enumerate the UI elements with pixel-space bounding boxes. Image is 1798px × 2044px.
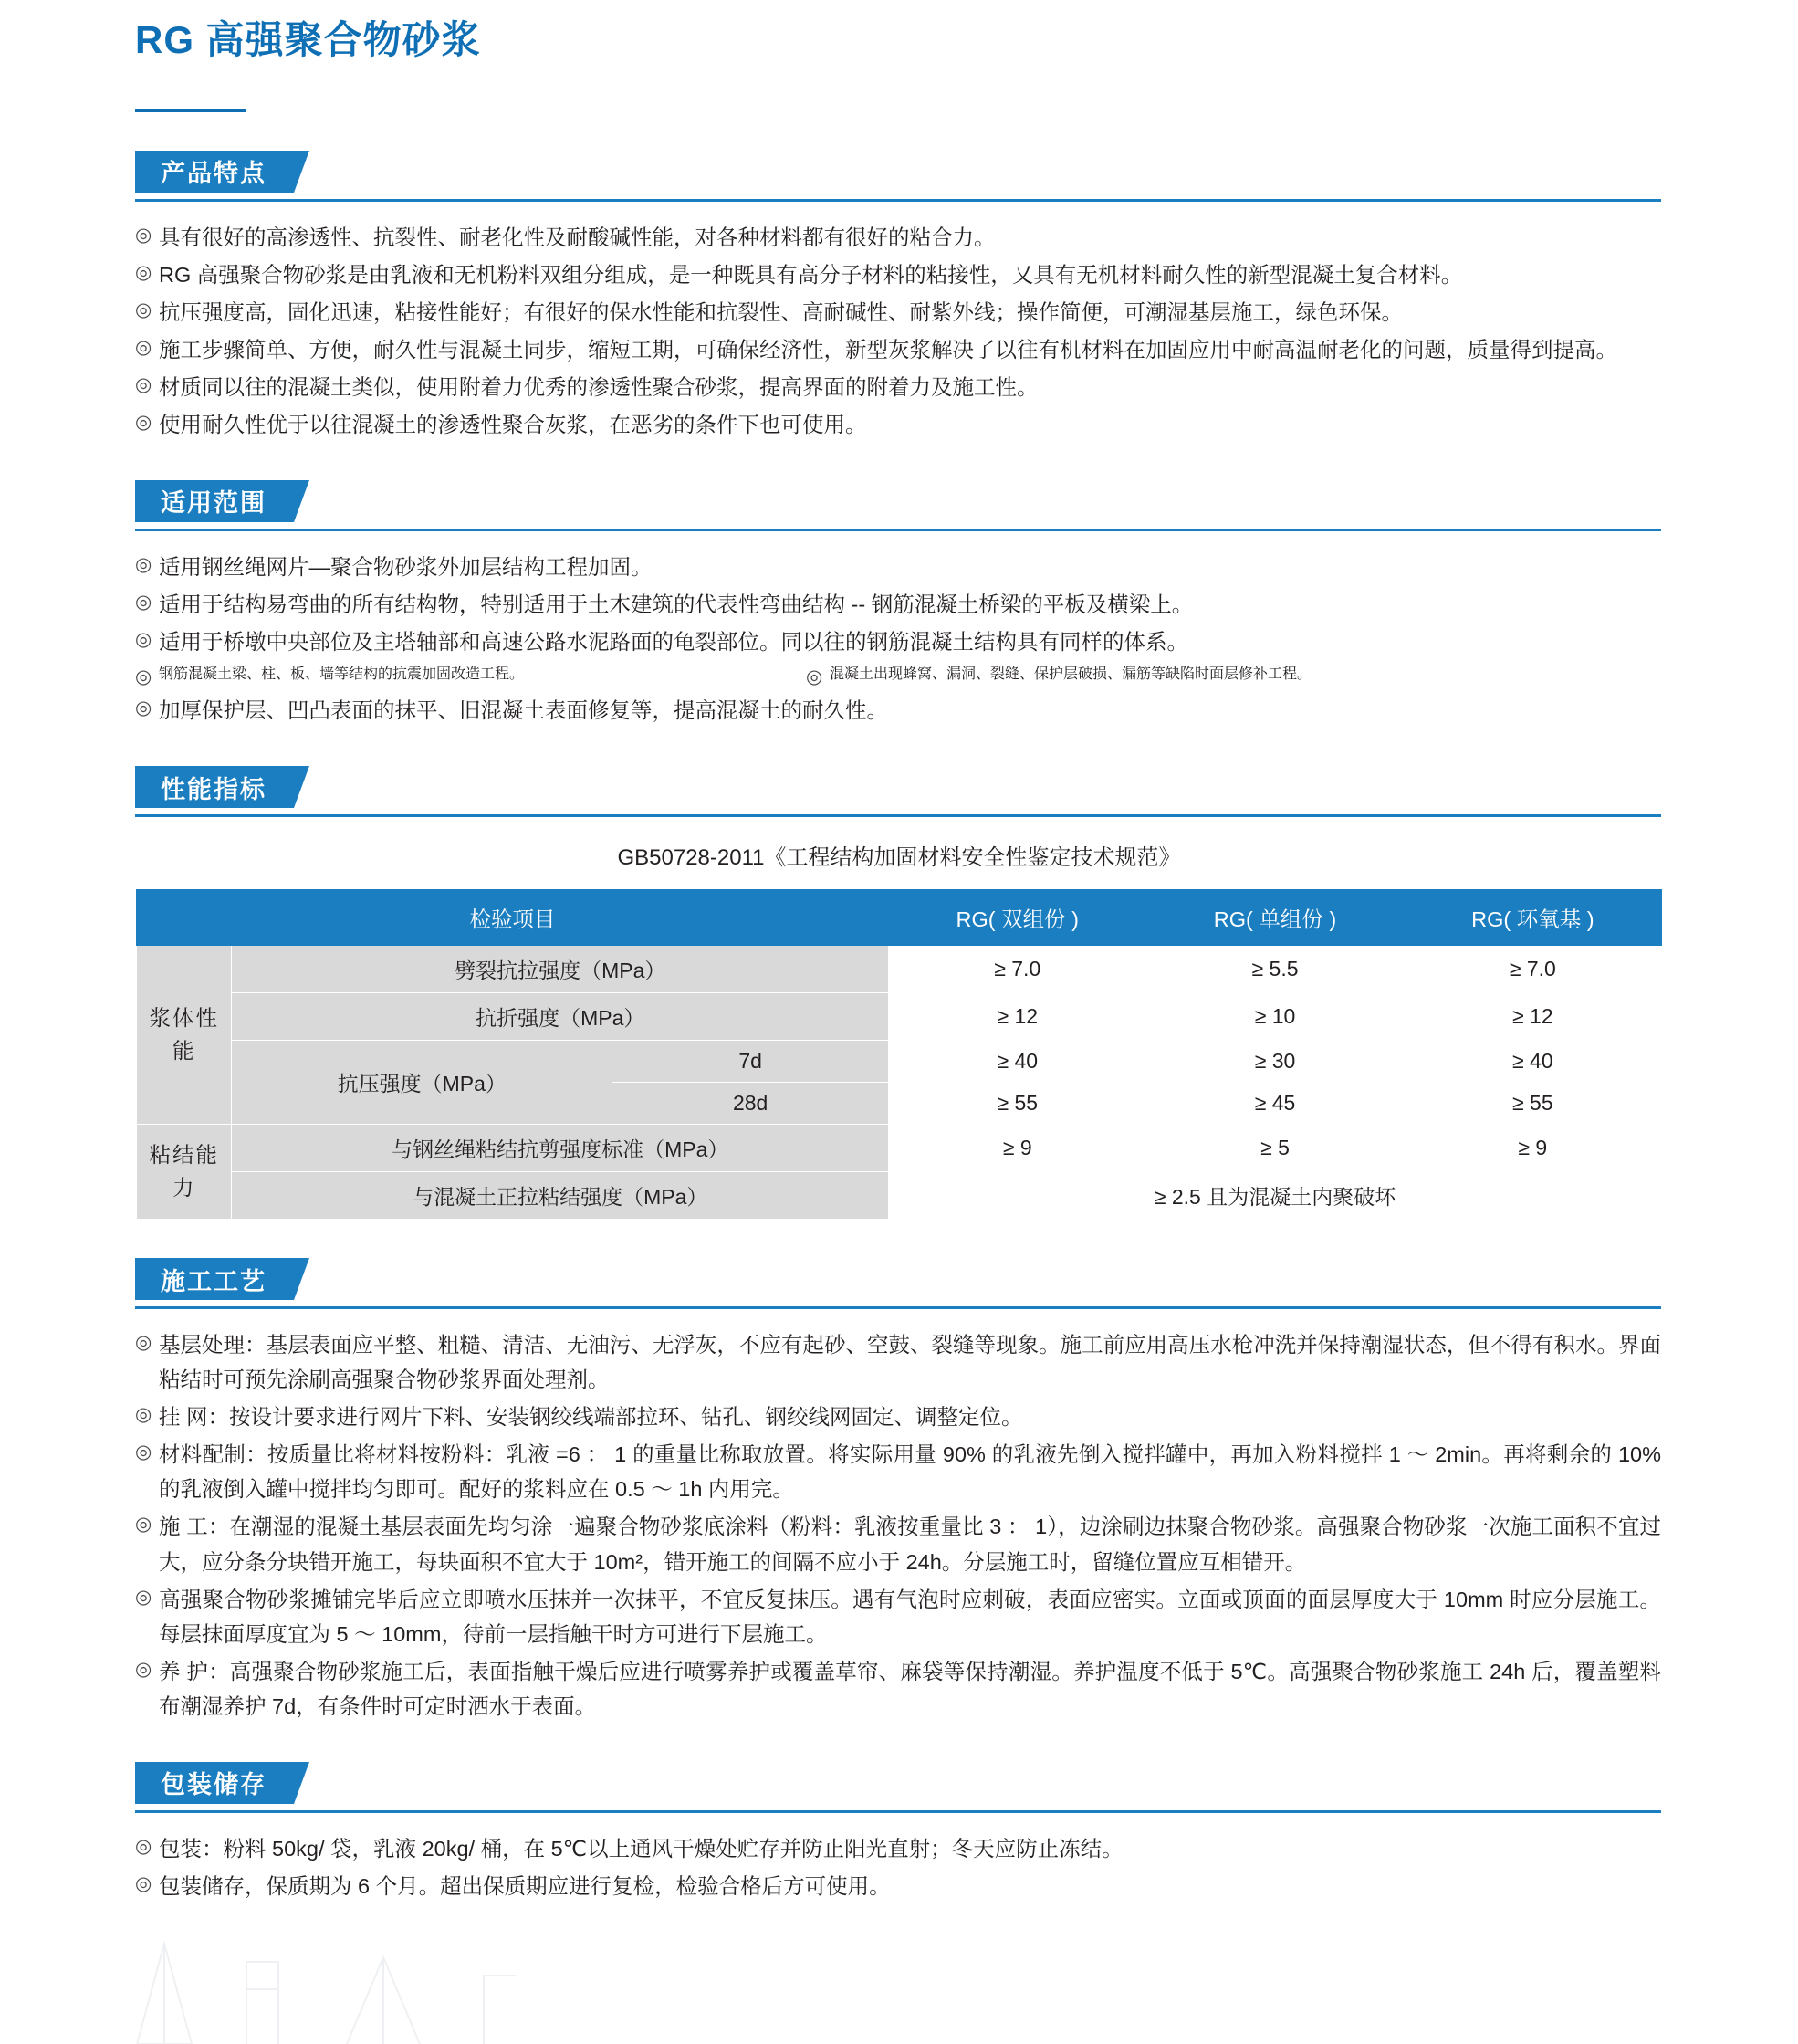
section-title-features: 产品特点 bbox=[161, 160, 267, 187]
page-title: RG 高强聚合物砂浆 bbox=[135, 18, 481, 61]
list-item bbox=[135, 1582, 1661, 1651]
bullet-icon: ◎ bbox=[135, 591, 152, 613]
list-item bbox=[806, 662, 1661, 693]
list-item bbox=[135, 1399, 1661, 1434]
section-header-bar bbox=[135, 1258, 294, 1300]
features-list bbox=[135, 220, 1661, 442]
list-item bbox=[135, 1654, 1661, 1724]
list-item bbox=[135, 1509, 1661, 1578]
cell-value: ≥ 40 bbox=[889, 1041, 1146, 1083]
list-item-text: 适用钢丝绳网片—聚合物砂浆外加层结构工程加固。 bbox=[159, 554, 653, 579]
cell-value: ≥ 12 bbox=[1404, 993, 1661, 1041]
list-item-text: 施工步骤简单、方便，耐久性与混凝土同步，缩短工期，可确保经济性，新型灰浆解决了以往有机材料在加固应用中耐高温耐老化的问题，质量得到提高。 bbox=[159, 337, 1617, 362]
section-header-rule bbox=[135, 1306, 1661, 1309]
cell-value: ≥ 9 bbox=[1404, 1125, 1661, 1172]
bullet-icon: ◎ bbox=[135, 411, 152, 433]
list-item-text: 适用于桥墩中央部位及主塔轴部和高速公路水泥路面的龟裂部位。同以往的钢筋混凝土结构具有同样的体系。 bbox=[159, 630, 1188, 654]
row-label: 与钢丝绳粘结抗剪强度标准（MPa） bbox=[232, 1125, 889, 1172]
section-header-features bbox=[135, 151, 1661, 193]
watermark-graphic bbox=[110, 1907, 566, 2044]
list-item bbox=[135, 693, 1661, 728]
table-row bbox=[137, 1125, 1662, 1172]
bullet-icon: ◎ bbox=[135, 1441, 152, 1463]
list-item bbox=[135, 550, 1661, 584]
table-col-rg-epoxy: RG( 环氧基 ) bbox=[1404, 890, 1661, 946]
scope-list bbox=[135, 550, 1661, 728]
list-item bbox=[135, 1869, 1661, 1903]
cell-value: ≥ 55 bbox=[1404, 1083, 1661, 1125]
section-header-packaging bbox=[135, 1762, 1661, 1804]
title-block bbox=[135, 16, 1798, 112]
list-item bbox=[135, 407, 1661, 442]
row-group-paste-performance: 浆体性能 bbox=[137, 946, 232, 1125]
bullet-icon: ◎ bbox=[135, 1332, 152, 1354]
section-header-bar bbox=[135, 480, 294, 522]
bullet-icon: ◎ bbox=[135, 697, 152, 719]
section-header-rule bbox=[135, 814, 1661, 817]
cell-value-merged: ≥ 2.5 且为混凝土内聚破坏 bbox=[889, 1172, 1662, 1220]
bullet-icon: ◎ bbox=[135, 373, 152, 395]
list-item bbox=[135, 257, 1661, 292]
row-group-bond-capacity: 粘结能力 bbox=[137, 1125, 232, 1220]
list-item bbox=[135, 332, 1661, 367]
document-page bbox=[0, 16, 1798, 2044]
cell-value: ≥ 55 bbox=[889, 1083, 1146, 1125]
list-item-text: 基层处理：基层表面应平整、粗糙、清洁、无油污、无浮灰，不应有起砂、空鼓、裂缝等现象。施工前应用高压水枪冲洗并保持潮湿状态，但不得有积水。界面粘结时可预先涂刷高强聚合物砂浆界面处理剂。 bbox=[159, 1333, 1661, 1392]
list-item-text: 养 护：高强聚合物砂浆施工后，表面指触干燥后应进行喷雾养护或覆盖草帘、麻袋等保持潮湿。养护温度不低于 5℃。高强聚合物砂浆施工 24h 后，覆盖塑料布潮湿养护 7d，有条件时可定时洒水于表面。 bbox=[159, 1659, 1661, 1718]
bullet-icon: ◎ bbox=[135, 1404, 152, 1426]
row-sub-label: 28d bbox=[612, 1083, 889, 1125]
list-item bbox=[135, 624, 1661, 659]
section-header-bar bbox=[135, 766, 294, 808]
table-header-row bbox=[137, 890, 1662, 946]
list-item-text: 挂 网：按设计要求进行网片下料、安装钢绞线端部拉环、钻孔、钢绞线网固定、调整定位。 bbox=[159, 1405, 1023, 1430]
section-header-bar bbox=[135, 1762, 294, 1804]
section-title-performance: 性能指标 bbox=[161, 775, 267, 803]
section-header-performance bbox=[135, 766, 1661, 808]
section-performance bbox=[0, 766, 1798, 1220]
list-item-text: 材料配制：按质量比将材料按粉料：乳液 =6 ： 1 的重量比称取放置。将实际用量 90% 的乳液先倒入搅拌罐中，再加入粉料搅拌 1 ～ 2min。再将剩余的 10% 的乳液倒入罐中搅拌均匀即可。配好的浆料应在 0.5 ～ 1h 内用完。 bbox=[159, 1442, 1661, 1502]
table-row bbox=[137, 993, 1662, 1041]
section-process bbox=[0, 1258, 1798, 1724]
list-item-text: 材质同以往的混凝土类似，使用附着力优秀的渗透性聚合砂浆，提高界面的附着力及施工性。 bbox=[159, 374, 1039, 399]
bullet-icon: ◎ bbox=[135, 553, 152, 575]
list-item-text: 使用耐久性优于以往混凝土的渗透性聚合灰浆，在恶劣的条件下也可使用。 bbox=[159, 412, 867, 436]
title-underline bbox=[135, 109, 246, 112]
row-label: 与混凝土正拉粘结强度（MPa） bbox=[232, 1172, 889, 1220]
section-title-process: 施工工艺 bbox=[161, 1267, 267, 1295]
bullet-icon: ◎ bbox=[135, 1872, 152, 1894]
list-item-text: 钢筋混凝土梁、柱、板、墙等结构的抗震加固改造工程。 bbox=[159, 666, 525, 683]
section-title-scope: 适用范围 bbox=[161, 489, 267, 518]
list-item-text: 混凝土出现蜂窝、漏洞、裂缝、保护层破损、漏筋等缺陷时面层修补工程。 bbox=[830, 666, 1312, 683]
process-list bbox=[135, 1327, 1661, 1724]
table-caption: GB50728-2011《工程结构加固材料安全性鉴定技术规范》 bbox=[617, 845, 1181, 871]
table-row bbox=[137, 1041, 1662, 1083]
list-item bbox=[135, 587, 1661, 622]
row-label: 抗折强度（MPa） bbox=[232, 993, 889, 1041]
list-item-text: RG 高强聚合物砂浆是由乳液和无机粉料双组分组成，是一种既具有高分子材料的粘接性，又具有无机材料耐久性的新型混凝土复合材料。 bbox=[159, 262, 1463, 287]
cell-value: ≥ 7.0 bbox=[1404, 946, 1661, 993]
section-header-bar bbox=[135, 151, 294, 193]
list-item-text: 抗压强度高，固化迅速，粘接性能好；有很好的保水性能和抗裂性、高耐碱性、耐紫外线；操作简便，可潮湿基层施工，绿色环保。 bbox=[159, 299, 1403, 324]
section-header-rule bbox=[135, 1810, 1661, 1813]
bullet-icon: ◎ bbox=[135, 1514, 152, 1536]
bullet-icon: ◎ bbox=[135, 1835, 152, 1857]
row-sub-label: 7d bbox=[612, 1041, 889, 1083]
cell-value: ≥ 45 bbox=[1146, 1083, 1404, 1125]
cell-value: ≥ 5.5 bbox=[1146, 946, 1404, 993]
table-col-rg-dual: RG( 双组份 ) bbox=[889, 890, 1146, 946]
bullet-icon: ◎ bbox=[135, 666, 152, 688]
bullet-icon: ◎ bbox=[135, 1586, 152, 1608]
scope-pair-row bbox=[135, 662, 1661, 693]
table-row bbox=[137, 946, 1662, 993]
list-item-text: 具有很好的高渗透性、抗裂性、耐老化性及耐酸碱性能，对各种材料都有很好的粘合力。 bbox=[159, 225, 996, 249]
list-item-text: 包装储存，保质期为 6 个月。超出保质期应进行复检，检验合格后方可使用。 bbox=[159, 1873, 891, 1898]
list-item bbox=[135, 1437, 1661, 1506]
row-label: 抗压强度（MPa） bbox=[232, 1041, 612, 1125]
list-item bbox=[135, 295, 1661, 330]
packaging-list bbox=[135, 1831, 1661, 1903]
list-item bbox=[135, 370, 1661, 404]
section-header-process bbox=[135, 1258, 1661, 1300]
bullet-icon: ◎ bbox=[135, 1658, 152, 1680]
section-header-scope bbox=[135, 480, 1661, 522]
section-packaging bbox=[0, 1762, 1798, 1903]
section-title-packaging: 包装储存 bbox=[161, 1771, 267, 1799]
cell-value: ≥ 30 bbox=[1146, 1041, 1404, 1083]
list-item bbox=[135, 1831, 1661, 1866]
cell-value: ≥ 40 bbox=[1404, 1041, 1661, 1083]
list-item-text: 包装：粉料 50kg/ 袋，乳液 20kg/ 桶，在 5℃以上通风干燥处贮存并防止阳光直射；冬天应防止冻结。 bbox=[159, 1836, 1124, 1861]
list-item-text: 加厚保护层、凹凸表面的抹平、旧混凝土表面修复等，提高混凝土的耐久性。 bbox=[159, 698, 888, 723]
performance-table bbox=[136, 889, 1662, 1220]
list-item bbox=[135, 220, 1661, 255]
list-item-text: 适用于结构易弯曲的所有结构物，特别适用于土木建筑的代表性弯曲结构 -- 钢筋混凝土桥梁的平板及横梁上。 bbox=[159, 592, 1194, 616]
bullet-icon: ◎ bbox=[135, 224, 152, 246]
bullet-icon: ◎ bbox=[135, 629, 152, 650]
section-header-rule bbox=[135, 199, 1661, 202]
list-item-text: 施 工：在潮湿的混凝土基层表面先均匀涂一遍聚合物砂浆底涂料（粉料：乳液按重量比 3 ： 1），边涂刷边抹聚合物砂浆。高强聚合物砂浆一次施工面积不宜过大，应分条分块错开施工，每块面积不宜大于 10m²，错开施工的间隔不应小于 24h。分层施工时，留缝位置应互相错开。 bbox=[159, 1515, 1661, 1574]
section-header-rule bbox=[135, 529, 1661, 531]
row-label: 劈裂抗拉强度（MPa） bbox=[232, 946, 889, 993]
bullet-icon: ◎ bbox=[806, 666, 823, 688]
bullet-icon: ◎ bbox=[135, 336, 152, 358]
list-item-text: 高强聚合物砂浆摊铺完毕后应立即喷水压抹并一次抹平，不宜反复抹压。遇有气泡时应刺破，表面应密实。立面或顶面的面层厚度大于 10mm 时应分层施工。每层抹面厚度宜为 5 ～ 10mm，待前一层指触干时方可进行下层施工。 bbox=[159, 1587, 1661, 1646]
bullet-icon: ◎ bbox=[135, 299, 152, 320]
cell-value: ≥ 5 bbox=[1146, 1125, 1404, 1172]
cell-value: ≥ 10 bbox=[1146, 993, 1404, 1041]
bullet-icon: ◎ bbox=[135, 261, 152, 283]
cell-value: ≥ 9 bbox=[889, 1125, 1146, 1172]
list-item bbox=[135, 1327, 1661, 1397]
cell-value: ≥ 7.0 bbox=[889, 946, 1146, 993]
table-col-rg-single: RG( 单组份 ) bbox=[1146, 890, 1404, 946]
table-col-item: 检验项目 bbox=[137, 890, 889, 946]
cell-value: ≥ 12 bbox=[889, 993, 1146, 1041]
section-features bbox=[0, 151, 1798, 442]
table-row bbox=[137, 1172, 1662, 1220]
list-item bbox=[135, 662, 806, 693]
section-scope bbox=[0, 480, 1798, 728]
